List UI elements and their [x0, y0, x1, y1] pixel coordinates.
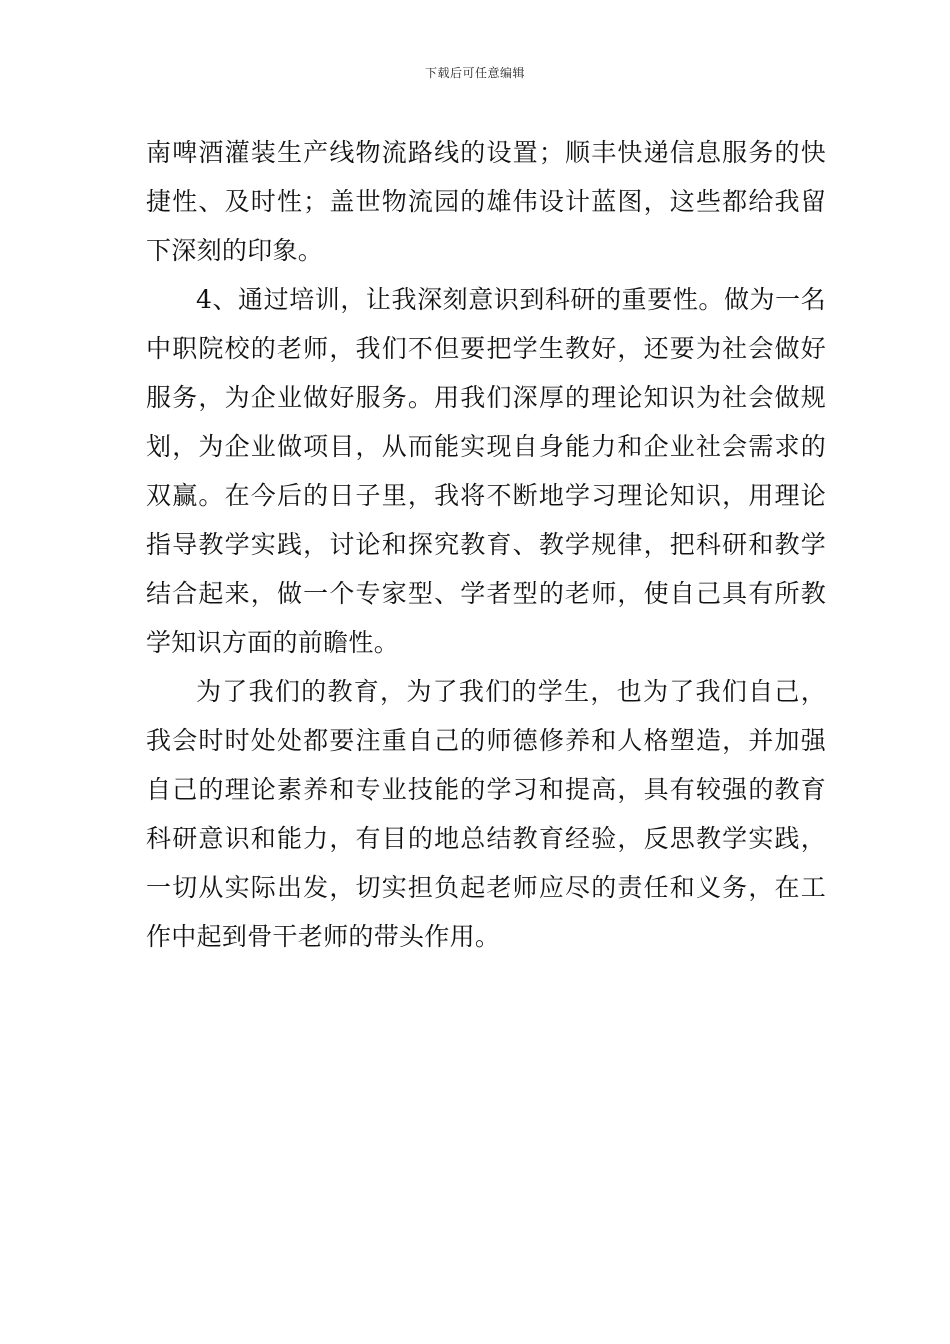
- paragraph-continuation: 南啤酒灌装生产线物流路线的设置；顺丰快递信息服务的快捷性、及时性；盖世物流园的雄伟设计蓝图，这些都给我留下深刻的印象。: [146, 138, 826, 265]
- paragraph-research-importance: 4、通过培训，让我深刻意识到科研的重要性。做为一名中职院校的老师，我们不但要把学生教好，还要为社会做好服务，为企业做好服务。用我们深厚的理论知识为社会做规划，为企业做项目，从而能实现自身能力和企业社会需求的双赢。在今后的日子里，我将不断地学习理论知识，用理论指导教学实践，讨论和探究教育、教学规律，把科研和教学结合起来，做一个专家型、学者型的老师，使自己具有所教学知识方面的前瞻性。: [146, 285, 826, 657]
- paragraph-conclusion: 为了我们的教育，为了我们的学生，也为了我们自己，我会时时处处都要注重自己的师德修养和人格塑造，并加强自己的理论素养和专业技能的学习和提高，具有较强的教育科研意识和能力，有目的地总结教育经验，反思教学实践，一切从实际出发，切实担负起老师应尽的责任和义务，在工作中起到骨干老师的带头作用。: [146, 677, 826, 951]
- document-body: [146, 128, 826, 961]
- header-note: 下载后可任意编辑: [424, 66, 525, 80]
